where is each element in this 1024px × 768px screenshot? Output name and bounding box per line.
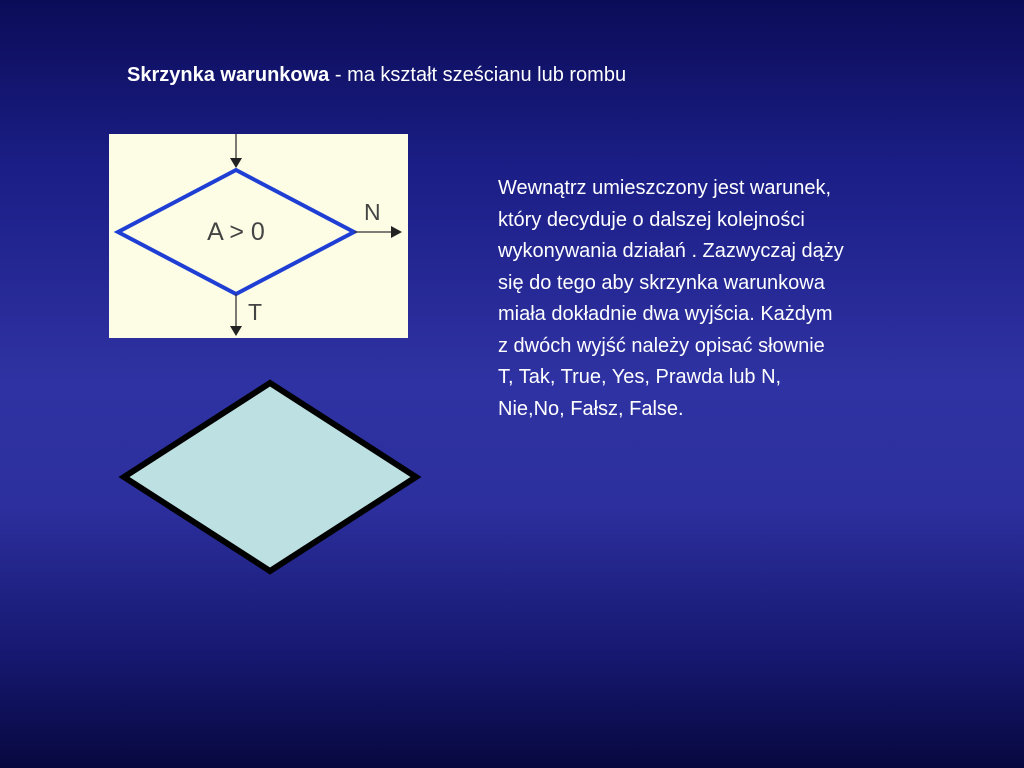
description-line: wykonywania działań . Zazwyczaj dąży	[498, 240, 844, 262]
flowchart-example	[109, 134, 408, 338]
condition-text: A > 0	[207, 218, 265, 246]
description-line: się do tego aby skrzynka warunkowa	[498, 271, 825, 294]
description-line: Nie,No, Fałsz, False.	[498, 397, 684, 420]
empty-decision-diamond	[118, 378, 422, 576]
incoming-arrowhead	[230, 158, 242, 168]
yes-label: T	[248, 299, 263, 325]
title-rest: - ma kształt sześcianu lub rombu	[329, 64, 627, 86]
slide-title	[127, 63, 626, 87]
description-line: T, Tak, True, Yes, Prawda lub N,	[498, 366, 782, 388]
description-line: Wewnątrz umieszczony jest warunek,	[498, 177, 832, 199]
yes-arrowhead	[230, 326, 242, 336]
description-line: miała dokładnie dwa wyjścia. Każdym	[498, 303, 833, 325]
no-label: N	[364, 199, 381, 225]
diamond-shape	[124, 383, 416, 571]
description-line: który decyduje o dalszej kolejności	[498, 208, 805, 231]
title-bold: Skrzynka warunkowa	[127, 64, 330, 86]
no-arrowhead	[391, 226, 402, 238]
decision-diagram	[109, 134, 408, 338]
description-text	[498, 173, 968, 425]
description-line: z dwóch wyjść należy opisać słownie	[498, 334, 825, 357]
